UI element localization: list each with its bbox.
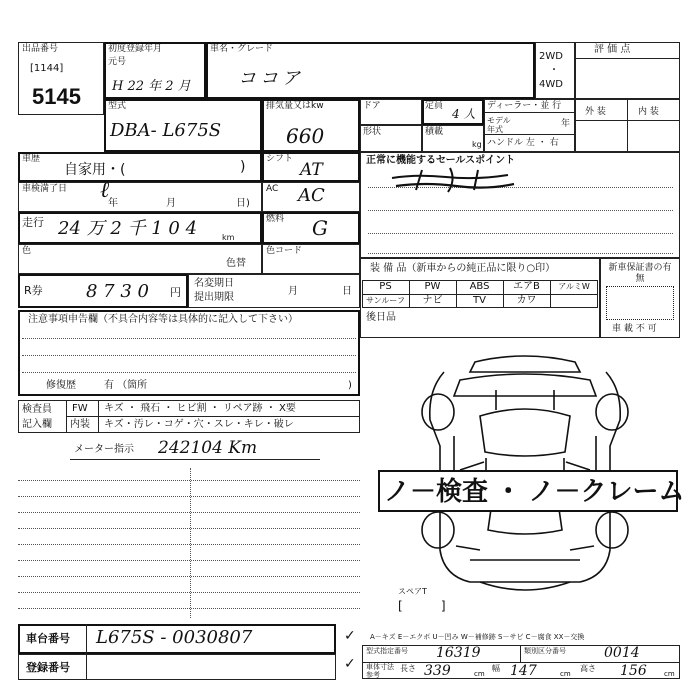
interior-label: 内 装 [638,107,659,117]
length-label: 長さ [400,664,416,673]
inspection-scribble: ℓ [100,178,110,203]
width-value: 147 [510,663,537,679]
equip-ps: PS [379,281,392,292]
width-label: 幅 [492,664,500,673]
capacity-label: 定員 [425,101,444,111]
transfer-label-2: 提出期限 [194,292,234,303]
drive-sep: ・ [549,65,559,76]
height-value: 156 [620,663,647,679]
mileage-label: 走行 [22,216,44,229]
inspector-fw-text: キズ ・ 飛石 ・ ヒビ割 ・ リペア跡 ・ X要 [104,403,296,414]
model-value: DBA- L675S [110,120,222,141]
equip-tv: TV [473,295,486,306]
year-unit: 年 [561,119,571,129]
displacement-value: 660 [286,124,325,148]
inspector-label-1: 検査員 [22,404,52,415]
fuel-value: G [312,216,328,240]
notes-title: 注意事項申告欄（不具合内容等は具体的に記入して下さい） [28,314,298,325]
inspector-label-2: 記入欄 [22,419,52,430]
lot-number: 5145 [32,84,81,109]
car-name-value: ココア [238,68,304,89]
code1-value: 16319 [436,645,481,661]
comment-grid [18,468,360,618]
inspector-int-label: 内装 [70,419,90,430]
drive-2wd: 2WD [539,51,563,62]
lot-no-label: 出品番号 [22,44,59,54]
warranty-note: 車 載 不 可 [612,324,657,334]
transfer-day: 日 [342,286,352,297]
transfer-month: 月 [288,286,298,297]
history-box [18,152,262,182]
height-unit: cm [664,670,675,678]
equip-leather: カワ [516,295,537,306]
history-label: 車歴 [22,154,41,164]
code1-label: 型式指定番号 [366,647,408,655]
handle-label: ハンドル 左 ・ 右 [487,138,559,148]
displacement-label: 排気量又はkw [266,101,324,111]
equip-alloy: アルミW [558,282,590,291]
recycle-label: R券 [24,284,43,297]
length-value: 339 [424,663,451,679]
equip-pw: PW [424,281,441,292]
inspection-year: 年 [108,198,118,209]
repair-close: ) [348,380,352,391]
lot-code: [1144] [30,63,64,74]
history-close: ) [240,159,246,175]
warranty-title: 新車保証書の有無 [608,263,672,284]
fuel-label: 燃料 [266,214,285,224]
color-change-label: 色替 [226,258,246,269]
inspection-month: 月 [166,198,176,209]
no-claim-stamp: ノ－検査 ・ ノ－クレーム [384,476,685,506]
equip-navi: ナビ [422,295,443,306]
mileage-value: 24 万 2 千 1 0 4 [58,218,198,239]
spare-tire-label: スペアT [398,587,427,596]
chassis-value: L675S - 0030807 [96,627,253,648]
inspector-fw-label: FW [72,403,88,414]
gengo-label: 元号 [108,57,127,67]
shift-value: AT [300,160,323,180]
ac-label: AC [266,184,279,194]
load-label: 積載 [425,127,444,137]
selling-points-scribble [386,166,526,194]
size-prefix: 車体寸法 [366,663,394,671]
check-mark-2: ✓ [344,656,356,672]
check-mark-1: ✓ [344,628,356,644]
equip-sunroof: サンルーフ [366,296,405,305]
code2-value: 0014 [604,645,640,661]
exterior-label: 外 装 [585,107,606,117]
color-label: 色 [22,246,32,256]
meter-label: メーター指示 [74,444,134,455]
inspection-day: 日) [236,198,250,209]
aftermarket-label: 後日品 [366,312,396,323]
car-name-label: 車名・グレード [210,44,274,54]
width-unit: cm [560,670,571,678]
recycle-yen: 円 [170,286,181,299]
kg-unit: kg [472,140,482,149]
chassis-label: 車台番号 [26,632,70,645]
inspection-label: 車検満了日 [22,184,68,194]
repair-label: 修復歴 [46,380,76,391]
ac-value: AC [298,185,325,206]
doors-label: ドア [363,101,381,111]
inspector-int-text: キズ・汚レ・コゲ・穴・スレ・キレ・破レ [104,419,294,430]
drive-4wd: 4WD [539,79,563,90]
history-value: 自家用・( [64,162,126,178]
ref-label: 参考 [366,671,380,679]
damage-legend: A－キズ E－エクボ U－凹み W－補修跡 S－サビ C－腐食 XX－交換 [370,633,585,641]
equip-airbag: エアB [513,281,540,292]
color-code-label: 色コード [266,246,303,256]
code2-label: 類別区分番号 [524,647,566,655]
recycle-value: 8 7 3 0 [86,281,149,302]
reg-no-label: 登録番号 [26,661,70,674]
spare-tire-brackets: [ ] [398,599,446,613]
meter-value: 242104 Km [158,438,258,458]
repair-value: 有 （箇所 [104,380,148,391]
rating-label: 評 価 点 [594,44,631,55]
shift-label: シフト [266,154,294,164]
first-reg-value: H 22 年 2 月 [112,79,191,94]
equip-abs: ABS [469,281,490,292]
selling-points-title: 正常に機能するセールスポイント [366,155,516,166]
km-unit: km [222,233,235,242]
dealer-label: ディーラー・並 行 [487,101,562,111]
model-label: 型式 [108,101,127,111]
shape-label: 形状 [363,127,382,137]
warranty-check-box [606,286,674,320]
transfer-label-1: 名変期日 [194,278,234,289]
length-unit: cm [474,670,485,678]
height-label: 高さ [580,664,596,673]
equipment-title: 装 備 品（新車からの純正品に限り○印） [370,263,556,274]
model-year-label: モデル 年式 [487,116,511,134]
capacity-value: 4 人 [452,107,476,121]
first-reg-label: 初度登録年月 [108,44,163,54]
